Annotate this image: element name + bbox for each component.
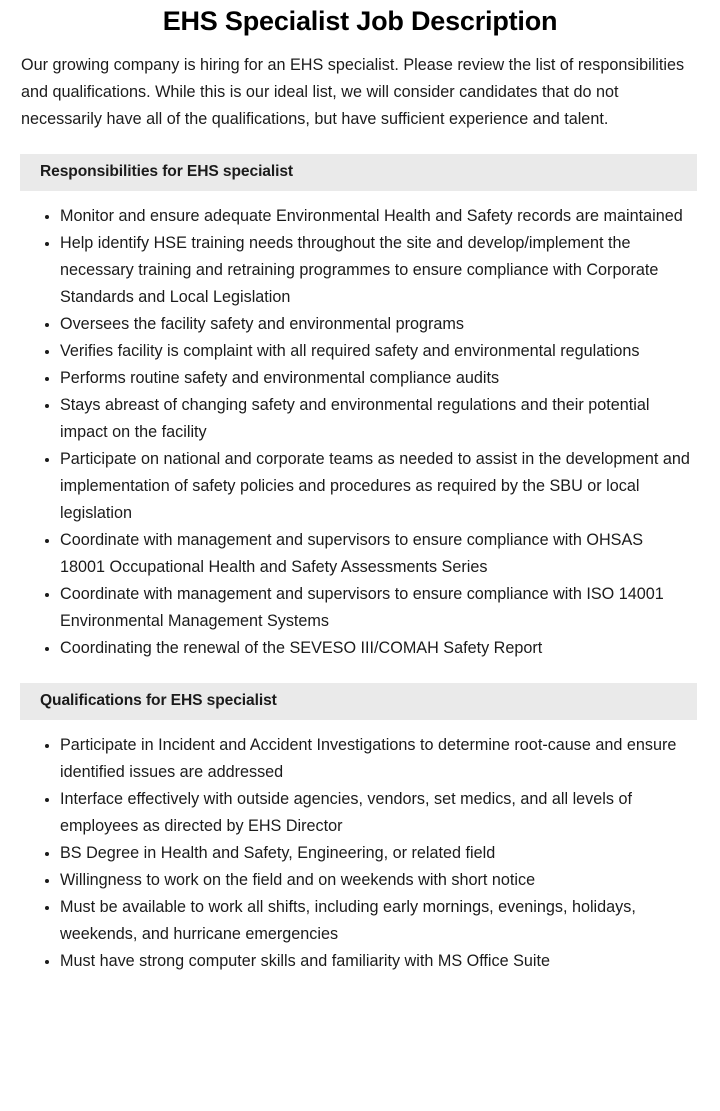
section-header-bar-qualifications — [20, 683, 697, 720]
section-heading-responsibilities: Responsibilities for EHS specialist — [40, 162, 294, 180]
section-header-bar-responsibilities — [20, 154, 697, 191]
section-responsibilities — [0, 154, 720, 662]
list-item: Participate in Incident and Accident Investigations to determine root-cause and ensure identified issues are addressed — [45, 732, 690, 786]
list-item: Monitor and ensure adequate Environmental Health and Safety records are maintained — [45, 203, 690, 230]
list-item: Participate on national and corporate teams as needed to assist in the development and implementation of safety policies and procedures as required by the SBU or local legislation — [45, 446, 690, 527]
list-item: Coordinate with management and supervisors to ensure compliance with ISO 14001 Environmental Management Systems — [45, 581, 690, 635]
list-item: Must have strong computer skills and familiarity with MS Office Suite — [45, 948, 690, 975]
section-heading-qualifications: Qualifications for EHS specialist — [40, 691, 277, 709]
list-item: BS Degree in Health and Safety, Engineering, or related field — [45, 840, 690, 867]
list-item: Verifies facility is complaint with all required safety and environmental regulations — [45, 338, 690, 365]
intro-paragraph: Our growing company is hiring for an EHS specialist. Please review the list of responsibilities and qualifications. While this is our ideal list, we will consider candidates that do not necessarily have all of the qualifications, but have sufficient experience and talent. — [21, 55, 685, 128]
list-item: Coordinate with management and supervisors to ensure compliance with OHSAS 18001 Occupational Health and Safety Assessments Series — [45, 527, 690, 581]
section-qualifications — [0, 683, 720, 975]
list-item: Performs routine safety and environmental compliance audits — [45, 365, 690, 392]
list-item: Stays abreast of changing safety and environmental regulations and their potential impact on the facility — [45, 392, 690, 446]
qualifications-list — [0, 720, 720, 975]
list-item: Coordinating the renewal of the SEVESO III/COMAH Safety Report — [45, 635, 690, 662]
page-title: EHS Specialist Job Description — [162, 6, 558, 36]
list-item: Oversees the facility safety and environmental programs — [45, 311, 690, 338]
list-item: Help identify HSE training needs throughout the site and develop/implement the necessary training and retraining programmes to ensure compliance with Corporate Standards and Local Legislation — [45, 230, 690, 311]
list-item: Must be available to work all shifts, including early mornings, evenings, holidays, weekends, and hurricane emergencies — [45, 894, 690, 948]
list-item: Willingness to work on the field and on weekends with short notice — [45, 867, 690, 894]
responsibilities-list — [0, 191, 720, 662]
list-item: Interface effectively with outside agencies, vendors, set medics, and all levels of employees as directed by EHS Director — [45, 786, 690, 840]
